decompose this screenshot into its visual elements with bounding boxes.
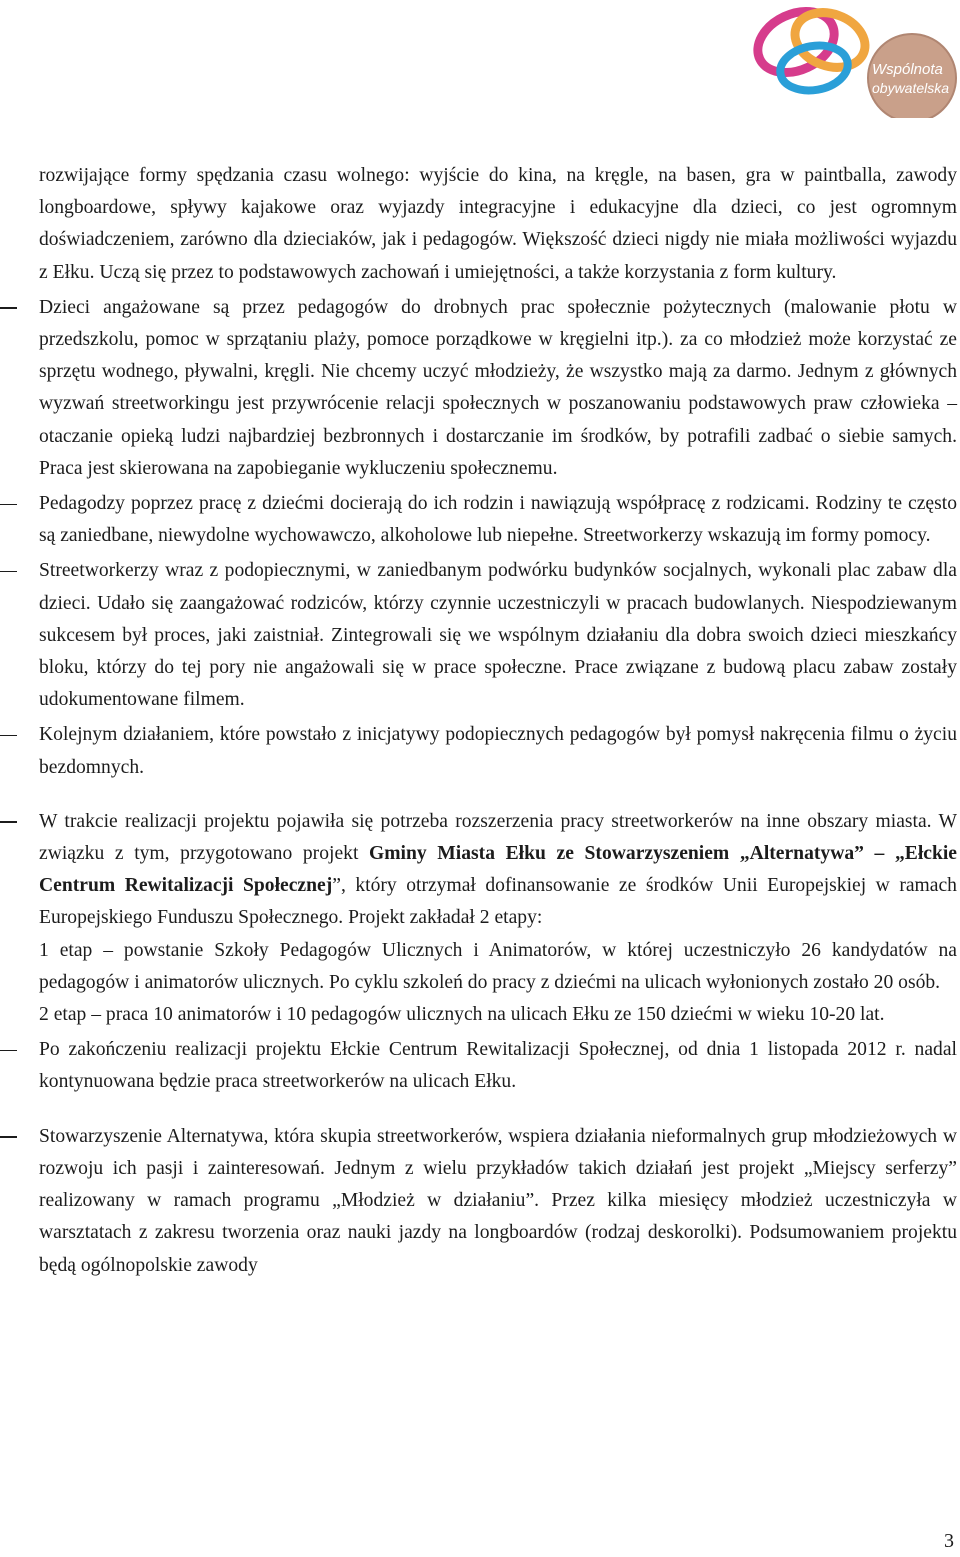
list-item (39, 292, 957, 485)
logo-line1: Wspólnota (872, 61, 943, 78)
bullet-text: Stowarzyszenie Alternatywa, która skupia streetworkerów, wspiera działania nieformalnych grup młodzieżowych w rozwoju ich pasji i zainteresowań. Jednym z wielu przykładów takich działań jest projekt „Miejscy serferzy” realizowany w ramach programu „Młodzież w działaniu”. Przez kilka miesięcy młodzież uczestniczyła w warsztatach z zakresu tworzenia oraz nauki jazdy na longboardów (rodzaj deskorolki). Podsumowaniem projektu będą ogólnopolskie zawody (39, 1125, 957, 1276)
project-text-after: ”, który otrzymał dofinansowanie ze środków Unii Europejskiej w ramach Europejskiego Funduszu Społecznego. Projekt zakładał 2 etapy: (39, 875, 957, 929)
bullet-text: Po zakończeniu realizacji projektu Ełckie Centrum Rewitalizacji Społecznej, od dnia 1 listopada 2012 r. nadal kontynuowana będzie praca streetworkerów na ulicach Ełku. (39, 1039, 957, 1093)
bullet-text: Dzieci angażowane są przez pedagogów do drobnych prac społecznie pożytecznych (malowanie płotu w przedszkolu, pomoc w sprzątaniu plaży, pomoce porządkowe w kręgielni itp.). za co młodzież może korzystać ze sprzętu wodnego, pływalni, kręgli. Nie chcemy uczyć młodzieży, że wszystko mają za darmo. Jednym z głównych wyzwań streetworkingu jest przywrócenie relacji społecznych w poszanowaniu podstawowych praw człowieka – otaczanie opieką ludzi najbardziej bezbronnych i dostarczanie im środków, by potrafili zadbać o siebie samych. Praca jest skierowana na zapobieganie wykluczeniu społecznemu. (39, 296, 957, 479)
list-item (39, 1034, 957, 1098)
stage-1-paragraph: 1 etap – powstanie Szkoły Pedagogów Ulicznych i Animatorów, w której uczestniczyło 26 kandydatów na pedagogów i animatorów ulicznych. Po cyklu szkoleń do pracy z dziećmi na ulicach wyłonionych zostało 20 osób. (39, 939, 957, 993)
bullet-text: Streetworkerzy wraz z podopiecznymi, w zaniedbanym podwórku budynków socjalnych, wykonali plac zabaw dla dzieci. Udało się zaangażować rodziców, którzy czynnie uczestniczyli w pracach budowlanych. Niespodziewanym sukcesem był proces, jaki zaistniał. Zintegrowali się we wspólnym działaniu dla dobra swoich dzieci mieszkańcy bloku, którzy do tej pory nie angażowali się w prace społeczne. Prace związane z budową placu zabaw zostały udokumentowane filmem. (39, 560, 957, 711)
project-name-bold: Gminy Miasta Ełku ze Stowarzyszeniem „Alternatywa” – „Ełckie Centrum Rewitalizacji Społecznej (39, 843, 957, 897)
logo-line2: obywatelska (872, 80, 950, 96)
dash-bullet (0, 1136, 17, 1137)
dash-bullet (0, 1050, 17, 1051)
bullet-text: Kolejnym działaniem, które powstało z inicjatywy podopiecznych pedagogów był pomysł nakręcenia filmu o życiu bezdomnych. (39, 724, 957, 778)
project-text-before: W trakcie realizacji projektu pojawiła się potrzeba rozszerzenia pracy streetworkerów na inne obszary miasta. W związku z tym, przygotowano projekt (39, 810, 957, 865)
list-item (39, 719, 957, 783)
wspolnota-obywatelska-logo (732, 0, 960, 118)
dash-bullet (0, 307, 17, 308)
dash-bullet (0, 735, 17, 736)
list-item (39, 488, 957, 552)
dash-bullet (0, 821, 17, 822)
bullet-text: Pedagodzy poprzez pracę z dziećmi docierają do ich rodzin i nawiązują współpracę z rodzicami. Rodziny te często są zaniedbane, niewydolne wychowawczo, alkoholowe lub niepełne. Streetworkerzy wskazują im formy pomocy. (39, 493, 957, 547)
stage-2-paragraph: 2 etap – praca 10 animatorów i 10 pedagogów ulicznych na ulicach Ełku ze 150 dziećmi w wieku 10-20 lat. (39, 1004, 885, 1026)
list-item (39, 555, 957, 716)
list-item (39, 1121, 957, 1282)
dash-bullet (0, 571, 17, 572)
dash-bullet (0, 504, 17, 505)
project-paragraph (39, 806, 957, 935)
intro-paragraph: rozwijające formy spędzania czasu wolnego: wyjście do kina, na kręgle, na basen, gra w paintballa, zawody longboardowe, spływy kajakowe oraz wyjazdy integracyjne i edukacyjne dla dzieci, co jest ogromnym doświadczeniem, zarówno dla dzieciaków, jak i pedagogów. Większość dzieci nigdy nie miała możliwości wyjazdu z Ełku. Uczą się przez to podstawowych zachowań i umiejętności, a także korzystania z form kultury. (39, 165, 957, 283)
document-body (39, 160, 957, 1282)
list-item-project (39, 806, 957, 1031)
page-number: 3 (944, 1530, 954, 1552)
